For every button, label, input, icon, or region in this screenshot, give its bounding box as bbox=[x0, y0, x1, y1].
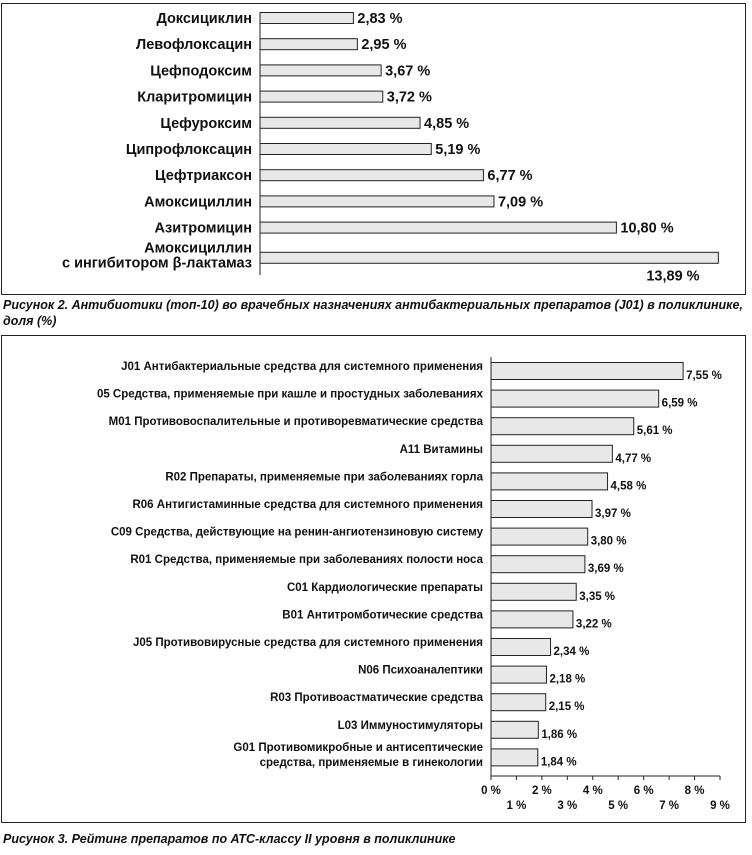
chart1-category-label: Амоксициллин bbox=[144, 240, 252, 257]
chart1-category-label: Цефподоксим bbox=[150, 63, 252, 80]
chart2-value-label: 4,58 % bbox=[610, 480, 647, 493]
chart2-value-label: 3,69 % bbox=[587, 563, 624, 576]
chart1-bar bbox=[260, 13, 353, 24]
chart2-bar bbox=[491, 418, 634, 435]
chart1-category-label: Азитромицин bbox=[154, 220, 252, 237]
chart2-category-label: средства, применяемые в гинекологии bbox=[259, 756, 483, 769]
chart2-value-label: 1,84 % bbox=[540, 756, 577, 769]
chart2-category-label: R01 Средства, применяемые при заболеваниях полости носа bbox=[130, 554, 483, 567]
chart2-value-label: 2,18 % bbox=[549, 673, 586, 686]
chart2-value-label: 3,22 % bbox=[575, 618, 612, 631]
chart2-category-label: C09 Средства, действующие на ренин-ангиотензиновую систему bbox=[110, 526, 483, 539]
chart1-bar bbox=[260, 222, 616, 233]
chart2-tick-label: 1 % bbox=[506, 800, 527, 812]
chart1-bar bbox=[260, 170, 483, 181]
chart2-bar bbox=[491, 363, 683, 380]
chart1-bar bbox=[260, 39, 357, 50]
chart1-value-label: 3,67 % bbox=[385, 63, 431, 80]
chart2-value-label: 2,15 % bbox=[548, 701, 585, 714]
chart2-value-label: 3,80 % bbox=[590, 535, 627, 548]
chart2-value-label: 3,35 % bbox=[579, 590, 616, 603]
chart1-category-label: Амоксициллин bbox=[144, 194, 252, 211]
chart2-value-label: 1,86 % bbox=[541, 728, 578, 741]
chart1-category-label: Доксициклин bbox=[156, 11, 252, 27]
chart1-value-label: 5,19 % bbox=[435, 142, 481, 158]
chart2-category-label: J01 Антибактериальные средства для системного применения bbox=[121, 361, 483, 373]
chart2-tick-label: 7 % bbox=[659, 800, 680, 812]
chart2-tick-label: 3 % bbox=[557, 800, 578, 812]
chart1-value-label: 7,09 % bbox=[497, 194, 544, 211]
chart1-category-label: Кларитромицин bbox=[137, 89, 252, 106]
chart1-category-label: Ципрофлоксацин bbox=[125, 142, 252, 158]
chart1-category-label: Цефуроксим bbox=[160, 115, 252, 132]
chart1-bar bbox=[260, 196, 494, 207]
chart2-value-label: 4,77 % bbox=[615, 452, 652, 465]
chart1-value-label: 2,83 % bbox=[357, 11, 403, 27]
chart2-tick-label: 4 % bbox=[582, 785, 603, 797]
chart1-bar bbox=[260, 91, 383, 102]
chart2-category-label: G01 Противомикробные и антисептические bbox=[233, 741, 483, 754]
chart2-category-label: B01 Антитромботические средства bbox=[282, 609, 483, 622]
chart2-value-label: 5,61 % bbox=[636, 425, 673, 438]
chart1-value-label: 13,89 % bbox=[646, 268, 700, 285]
chart1-category-label: с ингибитором β-лактамаз bbox=[62, 255, 252, 272]
chart1-category-label: Левофлоксацин bbox=[136, 37, 252, 54]
chart2-bar bbox=[491, 390, 659, 407]
chart2-bar bbox=[491, 528, 588, 545]
chart2-tick-label: 2 % bbox=[531, 785, 552, 797]
chart2-bar bbox=[491, 611, 573, 628]
chart2-bar bbox=[491, 694, 546, 711]
chart2-value-label: 3,97 % bbox=[595, 508, 631, 520]
chart2-tick-label: 8 % bbox=[684, 785, 705, 797]
chart2-bar bbox=[491, 473, 608, 490]
chart1-value-label: 6,77 % bbox=[487, 168, 533, 185]
chart2-tick-label: 0 % bbox=[481, 785, 501, 797]
chart1-bar bbox=[260, 252, 718, 263]
chart2-category-label: R03 Противоастматические средства bbox=[270, 692, 483, 705]
chart1-value-label: 10,80 % bbox=[620, 220, 674, 237]
chart2-bar bbox=[491, 666, 546, 683]
chart2-category-label: J05 Противовирусные средства для системного применения bbox=[132, 637, 483, 649]
chart2-tick-label: 6 % bbox=[633, 785, 654, 797]
figure-2-caption: Рисунок 2. Антибиотики (топ-10) во врачебных назначениях антибактериальных препаратов (J01) в поликлинике, доля (%) bbox=[3, 298, 743, 328]
chart2-bar bbox=[491, 501, 592, 518]
chart2-bar bbox=[491, 721, 538, 738]
chart1-value-label: 2,95 % bbox=[361, 37, 407, 54]
chart2-tick-label: 5 % bbox=[608, 800, 629, 812]
chart1-category-label: Цефтриаксон bbox=[154, 168, 252, 185]
figure-3-caption: Рисунок 3. Рейтинг препаратов по АТС-классу II уровня в поликлинике bbox=[3, 832, 456, 846]
chart2-category-label: R02 Препараты, применяемые при заболеваниях горла bbox=[165, 471, 483, 484]
chart2-category-label: M01 Противовоспалительные и противоревматические средства bbox=[108, 416, 483, 429]
chart1-bar bbox=[260, 117, 420, 128]
chart2-value-label: 6,59 % bbox=[661, 397, 698, 410]
chart2-bar bbox=[491, 639, 551, 656]
chart2-category-label: N06 Психоаналептики bbox=[358, 664, 483, 677]
chart1-bar bbox=[260, 65, 381, 76]
chart1-value-label: 4,85 % bbox=[424, 115, 470, 132]
chart2-bar bbox=[491, 583, 576, 600]
chart2-value-label: 7,55 % bbox=[686, 370, 722, 382]
chart2-bar bbox=[491, 445, 612, 462]
chart1-bar bbox=[260, 144, 431, 155]
chart2-category-label: R06 Антигистаминные средства для системного применения bbox=[132, 499, 483, 511]
chart2-category-label: L03 Иммуностимуляторы bbox=[337, 719, 483, 732]
chart2-category-label: A11 Витамины bbox=[399, 443, 483, 456]
chart2-value-label: 2,34 % bbox=[553, 646, 590, 658]
chart2-tick-label: 9 % bbox=[710, 800, 730, 812]
chart2-bar bbox=[491, 556, 585, 573]
chart2-category-label: 05 Средства, применяемые при кашле и простудных заболеваниях bbox=[96, 388, 483, 401]
chart1-value-label: 3,72 % bbox=[386, 89, 432, 106]
chart2-bar bbox=[491, 749, 538, 766]
chart2-category-label: C01 Кардиологические препараты bbox=[286, 581, 483, 594]
